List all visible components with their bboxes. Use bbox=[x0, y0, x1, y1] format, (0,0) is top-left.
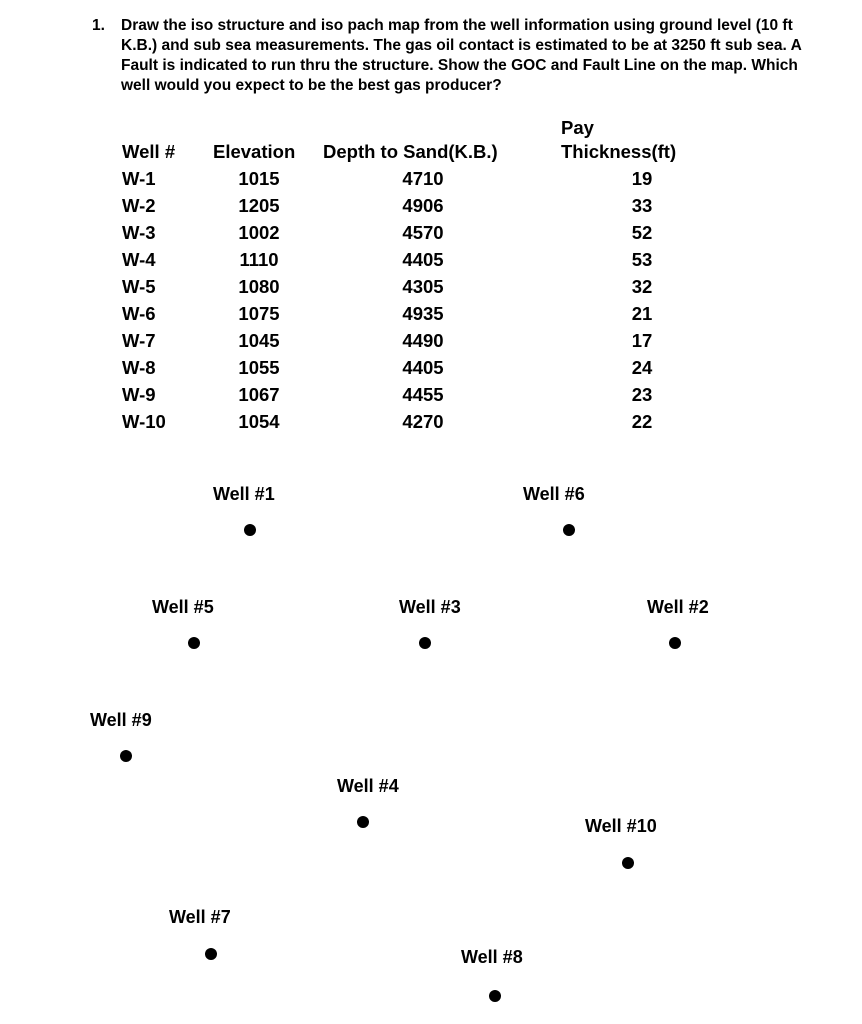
cell-well: W-6 bbox=[122, 303, 156, 324]
cell-pay: 21 bbox=[631, 303, 653, 324]
well-7-label: Well #7 bbox=[169, 907, 231, 927]
well-8-label: Well #8 bbox=[461, 947, 523, 967]
cell-pay: 19 bbox=[631, 168, 653, 189]
well-2-label: Well #2 bbox=[647, 597, 709, 617]
header-well: Well # bbox=[122, 141, 176, 162]
cell-pay: 17 bbox=[631, 330, 653, 351]
well-2-marker bbox=[669, 637, 681, 649]
cell-depth: 4270 bbox=[402, 411, 444, 432]
cell-pay: 52 bbox=[631, 222, 653, 243]
cell-depth: 4490 bbox=[402, 330, 444, 351]
well-1-marker bbox=[244, 524, 256, 536]
well-3-label: Well #3 bbox=[399, 597, 461, 617]
cell-pay: 32 bbox=[631, 276, 653, 297]
cell-pay: 33 bbox=[631, 195, 653, 216]
well-4-label: Well #4 bbox=[337, 776, 399, 796]
cell-depth: 4405 bbox=[402, 357, 444, 378]
cell-elevation: 1080 bbox=[238, 276, 280, 297]
cell-pay: 23 bbox=[631, 384, 653, 405]
cell-well: W-1 bbox=[122, 168, 156, 189]
question-number: 1. bbox=[92, 17, 105, 34]
cell-well: W-10 bbox=[122, 411, 166, 432]
cell-well: W-8 bbox=[122, 357, 156, 378]
cell-elevation: 1054 bbox=[238, 411, 280, 432]
cell-elevation: 1002 bbox=[238, 222, 280, 243]
cell-pay: 53 bbox=[631, 249, 653, 270]
well-7-marker bbox=[205, 948, 217, 960]
well-1-label: Well #1 bbox=[213, 484, 275, 504]
cell-well: W-2 bbox=[122, 195, 156, 216]
well-6-marker bbox=[563, 524, 575, 536]
cell-elevation: 1205 bbox=[238, 195, 280, 216]
well-9-marker bbox=[120, 750, 132, 762]
cell-depth: 4405 bbox=[402, 249, 444, 270]
question-text: Draw the iso structure and iso pach map from the well information using ground level (10 ft K.B.) and sub sea measurements. The gas oil contact is estimated to be at 3250 ft sub sea. A Fault is indicated to run thru the structure. Show the GOC and Fault Line on the map. Which well would you expect to be the best gas producer? bbox=[121, 17, 802, 94]
cell-well: W-5 bbox=[122, 276, 156, 297]
cell-well: W-4 bbox=[122, 249, 156, 270]
cell-depth: 4305 bbox=[402, 276, 444, 297]
well-5-label: Well #5 bbox=[152, 597, 214, 617]
cell-elevation: 1075 bbox=[238, 303, 280, 324]
cell-well: W-7 bbox=[122, 330, 156, 351]
well-10-marker bbox=[622, 857, 634, 869]
cell-elevation: 1110 bbox=[239, 249, 279, 270]
cell-elevation: 1015 bbox=[238, 168, 280, 189]
well-9-label: Well #9 bbox=[90, 710, 152, 730]
cell-depth: 4906 bbox=[402, 195, 444, 216]
header-pay: Pay bbox=[561, 117, 594, 138]
header-elevation: Elevation bbox=[213, 141, 296, 162]
cell-well: W-9 bbox=[122, 384, 156, 405]
well-8-marker bbox=[489, 990, 501, 1002]
cell-pay: 24 bbox=[631, 357, 653, 378]
well-4-marker bbox=[357, 816, 369, 828]
cell-well: W-3 bbox=[122, 222, 156, 243]
cell-elevation: 1067 bbox=[238, 384, 280, 405]
well-10-label: Well #10 bbox=[585, 816, 657, 836]
cell-elevation: 1045 bbox=[238, 330, 280, 351]
cell-depth: 4935 bbox=[402, 303, 444, 324]
well-5-marker bbox=[188, 637, 200, 649]
well-6-label: Well #6 bbox=[523, 484, 585, 504]
cell-depth: 4455 bbox=[402, 384, 444, 405]
header-depth: Depth to Sand(K.B.) bbox=[323, 141, 498, 162]
cell-elevation: 1055 bbox=[238, 357, 280, 378]
cell-pay: 22 bbox=[631, 411, 653, 432]
header-thickness: Thickness(ft) bbox=[561, 141, 677, 162]
cell-depth: 4570 bbox=[402, 222, 444, 243]
cell-depth: 4710 bbox=[402, 168, 444, 189]
well-3-marker bbox=[419, 637, 431, 649]
